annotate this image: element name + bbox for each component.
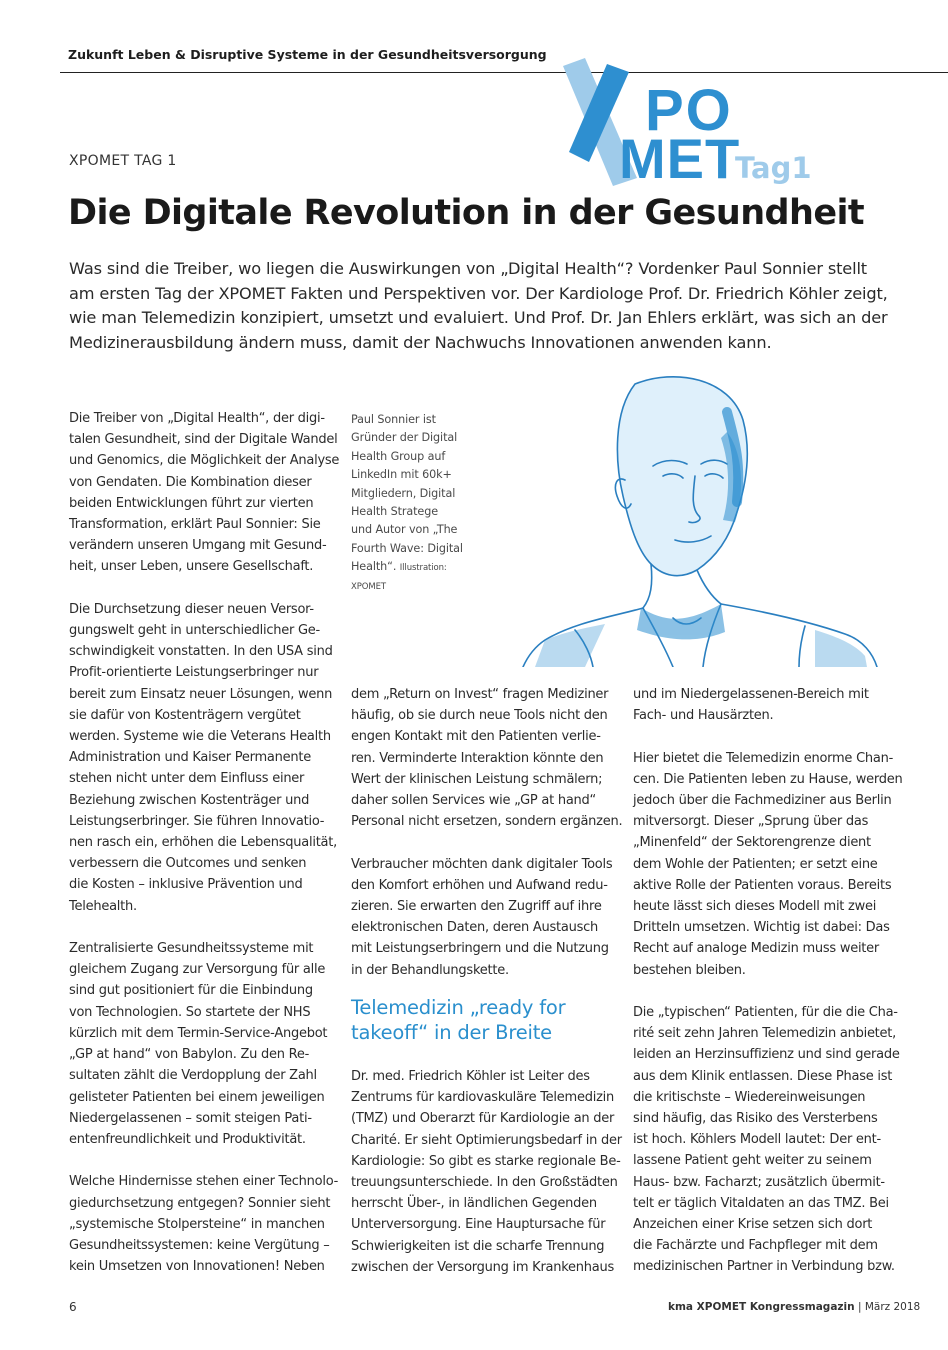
xpomet-logo <box>555 58 815 190</box>
text-line: „GP at hand“ von Babylon. Zu den Re- <box>69 1047 310 1063</box>
text-line: Dr. med. Friedrich Köhler ist Leiter des <box>351 1069 590 1084</box>
text-line: herrscht Über-, in ländlichen Gegenden <box>351 1196 597 1212</box>
text-line: von Gendaten. Die Kombination dieser <box>69 474 312 490</box>
text-line: in der Behandlungskette. <box>351 962 509 978</box>
text-line: dem „Return on Invest“ fragen Mediziner <box>351 687 609 702</box>
lead-line: am ersten Tag der XPOMET Fakten und Perspektiven vor. Der Kardiologe Prof. Dr. Friedrich Köhler zeigt, <box>69 283 888 303</box>
text-line: bestehen bleiben. <box>633 962 746 978</box>
text-line: Unterversorgung. Eine Hauptursache für <box>351 1217 606 1233</box>
paul-sonnier-illustration <box>515 372 885 667</box>
text-line: Verbraucher möchten dank digitaler Tools <box>351 856 613 872</box>
text-line: rité seit zehn Jahren Telemedizin anbietet, <box>633 1026 897 1042</box>
caption-line: Health Group auf <box>351 449 446 463</box>
text-line: Die Treiber von „Digital Health“, der digi- <box>69 411 325 426</box>
text-line: Gesundheitssystemen: keine Vergütung – <box>69 1237 330 1253</box>
caption-line: und Autor von „The <box>351 523 458 537</box>
text-line: Zentralisierte Gesundheitssysteme mit <box>69 941 314 957</box>
text-line: mitversorgt. Dieser „Sprung über das <box>633 814 869 830</box>
text-line: häufig, ob sie durch neue Tools nicht den <box>351 708 608 724</box>
text-line: Welche Hindernisse stehen einer Technolo- <box>69 1174 339 1190</box>
text-line: stehen nicht unter dem Einfluss einer <box>69 771 305 787</box>
text-line: ren. Verminderte Interaktion könnte den <box>351 750 604 766</box>
text-line: zwischen der Versorgung im Krankenhaus <box>351 1259 615 1275</box>
text-line: giedurchsetzung entgegen? Sonnier sieht <box>69 1195 331 1211</box>
text-line: Profit-orientierte Leistungserbringer nur <box>69 665 319 681</box>
text-line: lassene Patient geht weiter zu seinem <box>633 1153 872 1169</box>
footer-separator: | <box>857 1301 862 1313</box>
text-line: Anzeichen einer Krise setzen sich dort <box>633 1217 873 1233</box>
caption-line-with-credit <box>351 558 481 577</box>
text-line: Leistungserbringer. Sie führen Innovatio- <box>69 813 325 829</box>
text-line: verändern unseren Umgang mit Gesund- <box>69 538 327 554</box>
text-line: gungswelt geht in unterschiedlicher Ge- <box>69 623 320 639</box>
lead-line: Medizinerausbildung ändern muss, damit der Nachwuchs Innovationen anwenden kann. <box>69 332 772 352</box>
text-line: nen rasch ein, erhöhen die Lebensqualität, <box>69 835 337 851</box>
text-line: Die „typischen“ Patienten, für die die Cha- <box>633 1005 898 1021</box>
text-line: sind häufig, das Risiko des Versterbens <box>633 1111 878 1127</box>
text-line: bereit zum Einsatz neuer Lösungen, wenn <box>69 686 333 702</box>
text-line <box>633 726 891 747</box>
subheading <box>351 995 565 1045</box>
text-line: elektronischen Daten, deren Austausch <box>351 920 598 936</box>
text-line: gleichem Zugang zur Versorgung für alle <box>69 962 326 978</box>
magazine-name: kma XPOMET Kongressmagazin <box>668 1301 855 1313</box>
column-3 <box>633 684 903 1278</box>
text-line: treuungsunterschiede. In den Großstädten <box>351 1175 618 1191</box>
text-line: Niedergelassenen – somit steigen Pati- <box>69 1110 312 1126</box>
text-line: Schwierigkeiten ist die scharfe Trennung <box>351 1238 605 1254</box>
text-line: cen. Die Patienten leben zu Hause, werden <box>633 771 903 787</box>
caption-line: Mitgliedern, Digital <box>351 486 456 500</box>
text-line: Dritteln umsetzen. Wichtig ist dabei: Das <box>633 920 890 936</box>
text-line <box>633 981 891 1002</box>
text-line: Kardiologie: So gibt es starke regionale Be- <box>351 1153 621 1169</box>
text-line: die kritischste – Wiedereinweisungen <box>633 1089 866 1105</box>
text-line: Beziehung zwischen Kostenträger und <box>69 792 310 808</box>
text-line: talen Gesundheit, sind der Digitale Wandel <box>69 432 338 448</box>
issue-date: März 2018 <box>864 1301 921 1313</box>
text-line: Charité. Er sieht Optimierungsbedarf in der <box>351 1132 622 1148</box>
lead-paragraph <box>69 257 899 355</box>
text-line: von Technologien. So startete der NHS <box>69 1004 311 1020</box>
text-line: die Fachärzte und Fachpfleger mit dem <box>633 1238 878 1254</box>
text-line: leiden an Herzinsuffizienz und sind gerade <box>633 1047 900 1063</box>
text-line: Recht auf analoge Medizin muss weiter <box>633 941 879 957</box>
text-line: telt er täglich Vitaldaten an das TMZ. Bei <box>633 1195 889 1211</box>
lead-line: Was sind die Treiber, wo liegen die Auswirkungen von „Digital Health“? Vordenker Paul Sonnier stellt <box>69 259 868 278</box>
text-line: Wert der klinischen Leistung schmälern; <box>351 771 603 787</box>
logo-met: MET <box>619 127 741 190</box>
subheading-line: takeoff“ in der Breite <box>351 1021 552 1044</box>
caption-line: LinkedIn mit 60k+ <box>351 468 452 482</box>
page-number: 6 <box>69 1300 77 1314</box>
text-line: sind gut positioniert für die Einbindung <box>69 983 313 999</box>
text-line: jedoch über die Fachmediziner aus Berlin <box>633 793 892 809</box>
text-line: verbessern die Outcomes und senken <box>69 856 307 872</box>
text-line: Transformation, erklärt Paul Sonnier: Sie <box>69 517 321 533</box>
text-line: engen Kontakt mit den Patienten verlie- <box>351 729 601 745</box>
caption-credit: Illustration: <box>399 563 447 574</box>
text-line: Telehealth. <box>69 898 137 914</box>
logo-tag1: Tag1 <box>735 151 812 185</box>
text-line: den Komfort erhöhen und Aufwand redu- <box>351 877 608 893</box>
text-line: dem Wohle der Patienten; er setzt eine <box>633 856 878 872</box>
text-line: ist hoch. Köhlers Modell lautet: Der ent- <box>633 1132 881 1148</box>
text-line: mit Leistungserbringern und die Nutzung <box>351 941 609 957</box>
text-line: beiden Entwicklungen führt zur vierten <box>69 495 314 511</box>
text-line: die Kosten – inklusive Prävention und <box>69 877 303 893</box>
caption-credit-name: XPOMET <box>351 581 386 592</box>
footer-magazine <box>668 1301 920 1313</box>
text-line: kürzlich mit dem Termin-Service-Angebot <box>69 1025 328 1041</box>
text-line: „Minenfeld“ der Sektorengrenze dient <box>633 835 871 851</box>
page-title: Die Digitale Revolution in der Gesundheit <box>68 193 864 233</box>
text-line <box>69 578 327 599</box>
lead-line: wie man Telemedizin konzipiert, umsetzt und evaluiert. Und Prof. Dr. Jan Ehlers erklärt, was sich an der <box>69 308 888 327</box>
text-line: daher sollen Services wie „GP at hand“ <box>351 793 597 809</box>
text-line: entenfreundlichkeit und Produktivität. <box>69 1131 306 1147</box>
text-line: heit, unser Leben, unsere Gesellschaft. <box>69 559 314 575</box>
text-line: sultaten zählt die Verdopplung der Zahl <box>69 1068 317 1084</box>
text-line: medizinischen Partner in Verbindung bzw. <box>633 1259 895 1275</box>
text-line: Administration und Kaiser Permanente <box>69 750 311 766</box>
text-line: aus dem Klinik entlassen. Diese Phase ist <box>633 1068 893 1084</box>
text-line: Zentrums für kardiovaskuläre Telemedizin <box>351 1090 614 1106</box>
column-2-top <box>351 684 623 981</box>
text-line <box>69 917 327 938</box>
caption-text: Health“. <box>351 560 397 574</box>
text-line <box>69 1150 327 1171</box>
text-line: (TMZ) und Oberarzt für Kardiologie an der <box>351 1111 615 1127</box>
text-line: Haus- bzw. Facharzt; zusätzlich übermit- <box>633 1174 885 1190</box>
text-line: „systemische Stolpersteine“ in manchen <box>69 1216 325 1232</box>
caption-line: Paul Sonnier ist <box>351 413 436 426</box>
text-line: Die Durchsetzung dieser neuen Versor- <box>69 601 314 617</box>
text-line: gelisteter Patienten bei einem jeweiligen <box>69 1089 325 1105</box>
text-line: zieren. Sie erwarten den Zugriff auf ihre <box>351 899 602 915</box>
subheading-line: Telemedizin „ready for <box>351 996 566 1019</box>
column-2-bottom <box>351 1066 622 1278</box>
text-line: schwindigkeit vonstatten. In den USA sind <box>69 644 333 660</box>
image-caption <box>351 411 481 596</box>
section-label: XPOMET TAG 1 <box>69 153 177 169</box>
column-1 <box>69 408 340 1277</box>
text-line: Fach- und Hausärzten. <box>633 708 774 724</box>
text-line: und Genomics, die Möglichkeit der Analyse <box>69 453 340 469</box>
text-line: Personal nicht ersetzen, sondern ergänzen. <box>351 814 623 830</box>
text-line: sie dafür von Kostenträgern vergütet <box>69 707 301 723</box>
text-line: aktive Rolle der Patienten voraus. Bereits <box>633 877 892 893</box>
text-line: werden. Systeme wie die Veterans Health <box>69 729 331 745</box>
caption-line: Gründer der Digital <box>351 431 458 445</box>
logo-po: PO <box>645 78 733 143</box>
text-line <box>351 832 609 853</box>
text-line: kein Umsetzen von Innovationen! Neben <box>69 1259 325 1275</box>
text-line: und im Niedergelassenen-Bereich mit <box>633 687 869 702</box>
text-line: Hier bietet die Telemedizin enorme Chan- <box>633 750 894 766</box>
caption-line: Health Stratege <box>351 505 438 519</box>
text-line: heute lässt sich dieses Modell mit zwei <box>633 899 877 915</box>
caption-line: Fourth Wave: Digital <box>351 541 463 555</box>
running-title: Zukunft Leben & Disruptive Systeme in der Gesundheitsversorgung <box>68 47 547 62</box>
